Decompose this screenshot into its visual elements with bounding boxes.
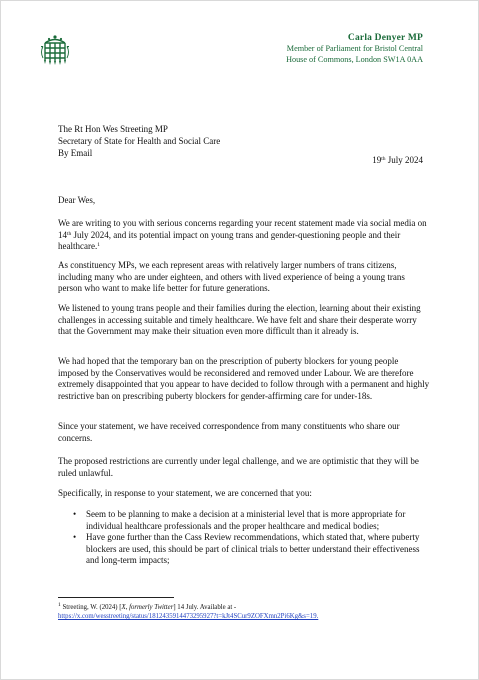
- paragraph-5: Since your statement, we have received correspondence from many constituents who share our concerns.: [58, 421, 400, 443]
- letter-date: [372, 155, 423, 165]
- bullet-icon: •: [73, 509, 77, 519]
- recipient-block: [58, 123, 220, 159]
- footnote-ref[interactable]: 1: [97, 242, 100, 249]
- footnote-source: X, formerly Twitter: [121, 604, 174, 611]
- p1-text-a: We are writing to you with serious concerns regarding your recent statement made via social media on 14: [58, 218, 427, 240]
- date-suffix: th: [381, 156, 386, 162]
- paragraph-1: [58, 218, 430, 253]
- list-item-text: Seem to be planning to make a decision at a ministerial level that is more appropriate for individual healthcare professionals and the proper healthcare and medical bodies;: [86, 509, 406, 531]
- list-item-text: Have gone further than the Cass Review recommendations, which stated that, where puberty blockers are used, this should be part of clinical trials to better understand their effectiveness and long-term impacts;: [86, 532, 420, 566]
- mp-role: Member of Parliament for Bristol Central: [286, 44, 423, 53]
- footnote-number: 1: [58, 602, 61, 608]
- footnote: [58, 603, 430, 621]
- paragraph-6: The proposed restrictions are currently under legal challenge, and we are optimistic that they will be ruled unlawful.: [58, 456, 419, 478]
- p1-date-suffix: th: [67, 230, 72, 237]
- delivery-method: By Email: [58, 148, 93, 158]
- bullet-icon: •: [73, 532, 77, 543]
- footnote-text-b: ] 14 July. Available at -: [173, 604, 237, 611]
- footnote-link[interactable]: https://x.com/wesstreeting/status/1812435914473295927?t=kJt4SCur9ZOFXmn2Pi6Kg&s=19.: [58, 613, 319, 620]
- mp-address: House of Commons, London SW1A 0AA: [286, 55, 423, 64]
- p1-text-b: July 2024, and its potential impact on young trans and gender-questioning people and their healthcare.: [58, 229, 401, 252]
- salutation: Dear Wes,: [58, 195, 96, 205]
- recipient-title: Secretary of State for Health and Social Care: [58, 136, 221, 146]
- list-item: [70, 509, 430, 532]
- footnote-divider: [58, 597, 174, 598]
- concerns-list: [70, 509, 430, 567]
- paragraph-4: We had hoped that the temporary ban on the prescription of puberty blockers for young people imposed by the Conservatives would be reconsidered and removed under Labour. We are therefore extremely disappointed that you appear to have decided to follow through with a permanent and highly restrictive ban on prescribing puberty blockers for gender-affirming care for under-18s.: [58, 356, 430, 401]
- mp-name: Carla Denyer MP: [347, 33, 423, 43]
- paragraph-2: As constituency MPs, we each represent areas with relatively larger numbers of trans citizens, including many who are under eighteen, and others with lived experience of being a young trans person who want to make life better for future generations.: [58, 260, 405, 294]
- letterhead: [286, 33, 423, 65]
- paragraph-7: Specifically, in response to your statement, we are concerned that you:: [58, 488, 312, 498]
- date-month-year: July 2024: [385, 155, 423, 165]
- footnote-text-a: Streeting, W. (2024) [: [60, 604, 122, 611]
- date-day: 19: [372, 155, 382, 165]
- paragraph-3: We listened to young trans people and their families during the election, learning about their existing challenges in accessing suitable and timely healthcare. We have felt and share their desperate worry that the Government may make their situation even more difficult than it already is.: [58, 303, 421, 337]
- portcullis-icon: [40, 34, 70, 66]
- recipient-name: The Rt Hon Wes Streeting MP: [58, 124, 168, 134]
- list-item: [70, 532, 430, 567]
